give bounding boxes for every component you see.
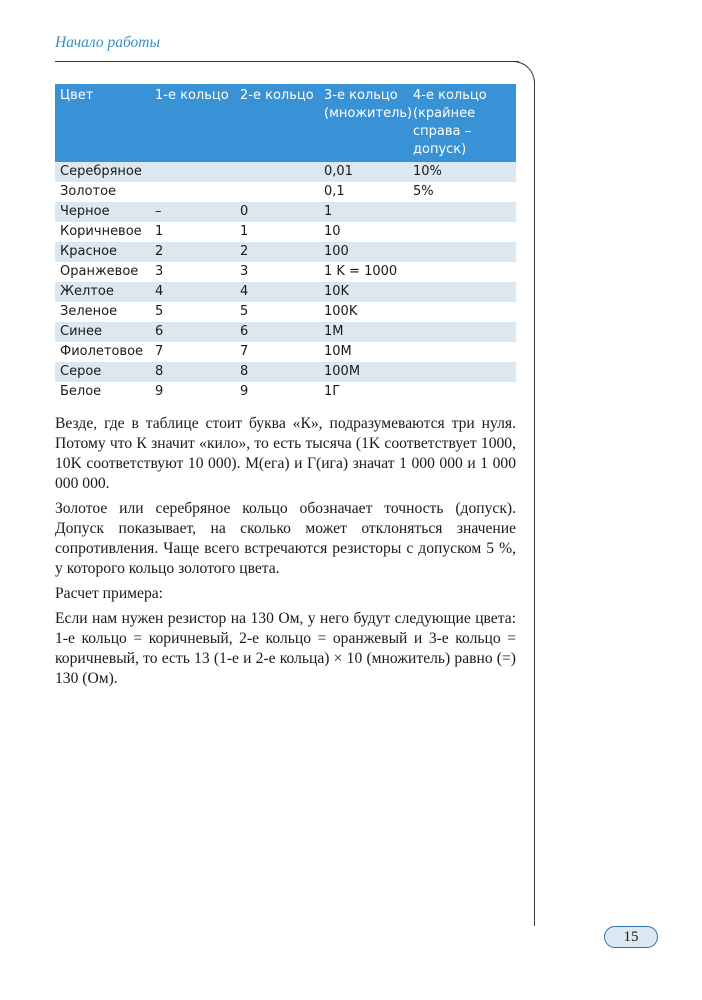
table-row [55, 302, 516, 322]
table-row [55, 202, 516, 222]
cell-multiplier: 10 [319, 222, 408, 242]
cell-ring-1: 9 [150, 382, 235, 402]
cell-ring-2: 5 [235, 302, 319, 322]
cell-multiplier: 10M [319, 342, 408, 362]
cell-ring-1 [150, 162, 235, 182]
header-ring-3-multiplier: 3-е кольцо (множитель) [319, 84, 408, 162]
cell-color: Золотое [55, 182, 150, 202]
table-row [55, 162, 516, 182]
table-row [55, 322, 516, 342]
cell-tolerance [408, 282, 516, 302]
cell-tolerance [408, 362, 516, 382]
header-color: Цвет [55, 84, 150, 162]
frame-right-rule [534, 82, 535, 926]
cell-ring-1: 2 [150, 242, 235, 262]
header-ring-4-tolerance: 4-е кольцо (крайнее справа – допуск) [408, 84, 516, 162]
cell-multiplier: 1M [319, 322, 408, 342]
cell-color: Серебряное [55, 162, 150, 182]
cell-color: Зеленое [55, 302, 150, 322]
paragraph-example: Если нам нужен резистор на 130 Ом, у него будут следующие цвета: 1-е кольцо = коричневый, 2-е кольцо = оранжевый и 3-е кольцо = коричневый, то есть 13 (1-е и 2-е кольца) × 10 (множитель) равно (=) 130 (Ом). [55, 610, 516, 687]
cell-ring-1: 4 [150, 282, 235, 302]
cell-tolerance [408, 262, 516, 282]
cell-multiplier: 1 [319, 202, 408, 222]
cell-ring-2: 9 [235, 382, 319, 402]
cell-tolerance [408, 242, 516, 262]
cell-multiplier: 100 [319, 242, 408, 262]
cell-multiplier: 100K [319, 302, 408, 322]
cell-multiplier: 1 K = 1000 [319, 262, 408, 282]
cell-ring-1: 1 [150, 222, 235, 242]
running-head: Начало работы [55, 34, 160, 51]
cell-tolerance: 5% [408, 182, 516, 202]
cell-multiplier: 0,1 [319, 182, 408, 202]
cell-ring-1: 5 [150, 302, 235, 322]
table-row [55, 382, 516, 402]
cell-color: Фиолетовое [55, 342, 150, 362]
cell-color: Красное [55, 242, 150, 262]
cell-tolerance [408, 382, 516, 402]
cell-ring-1: 3 [150, 262, 235, 282]
table-row [55, 282, 516, 302]
cell-ring-2: 4 [235, 282, 319, 302]
cell-multiplier: 10K [319, 282, 408, 302]
body-text [55, 414, 516, 694]
table-row [55, 362, 516, 382]
table-header-row [55, 84, 516, 162]
cell-ring-2: 7 [235, 342, 319, 362]
table-row [55, 242, 516, 262]
cell-color: Оранжевое [55, 262, 150, 282]
cell-ring-2: 3 [235, 262, 319, 282]
cell-tolerance [408, 302, 516, 322]
cell-ring-1: – [150, 202, 235, 222]
cell-color: Желтое [55, 282, 150, 302]
cell-color: Серое [55, 362, 150, 382]
color-code-table [55, 84, 516, 402]
cell-color: Коричневое [55, 222, 150, 242]
header-ring-2: 2-е кольцо [235, 84, 319, 162]
color-code-table-container [55, 84, 516, 402]
cell-tolerance: 10% [408, 162, 516, 182]
cell-tolerance [408, 322, 516, 342]
header-ring-1: 1-е кольцо [150, 84, 235, 162]
cell-ring-2: 6 [235, 322, 319, 342]
cell-ring-1 [150, 182, 235, 202]
cell-multiplier: 0,01 [319, 162, 408, 182]
table-row [55, 182, 516, 202]
cell-tolerance [408, 342, 516, 362]
cell-ring-2: 2 [235, 242, 319, 262]
cell-ring-1: 8 [150, 362, 235, 382]
frame-corner [513, 61, 535, 83]
cell-ring-2: 8 [235, 362, 319, 382]
cell-ring-2: 1 [235, 222, 319, 242]
table-row [55, 262, 516, 282]
table-body [55, 162, 516, 402]
cell-ring-2 [235, 182, 319, 202]
table-row [55, 222, 516, 242]
paragraph-example-heading: Расчет примера: [55, 585, 164, 602]
cell-ring-2: 0 [235, 202, 319, 222]
frame-top-rule [55, 61, 519, 62]
cell-color: Синее [55, 322, 150, 342]
table-row [55, 342, 516, 362]
cell-ring-1: 6 [150, 322, 235, 342]
page-number: 15 [604, 926, 658, 948]
paragraph-tolerance: Золотое или серебряное кольцо обозначает точность (допуск). Допуск показывает, на сколько может отклоняться значение сопротивления. Чаще всего встречаются резисторы с допуском 5 %, у которого кольцо золотого цвета. [55, 500, 516, 577]
cell-ring-1: 7 [150, 342, 235, 362]
cell-color: Черное [55, 202, 150, 222]
cell-ring-2 [235, 162, 319, 182]
cell-multiplier: 1Г [319, 382, 408, 402]
cell-tolerance [408, 202, 516, 222]
cell-multiplier: 100M [319, 362, 408, 382]
cell-tolerance [408, 222, 516, 242]
cell-color: Белое [55, 382, 150, 402]
paragraph-k-explanation: Везде, где в таблице стоит буква «К», подразумеваются три нуля. Потому что К значит «кило», то есть тысяча (1K соответствует 1000, 10K соответствуют 10 000). М(ега) и Г(ига) значат 1 000 000 и 1 000 000 000. [55, 415, 516, 492]
